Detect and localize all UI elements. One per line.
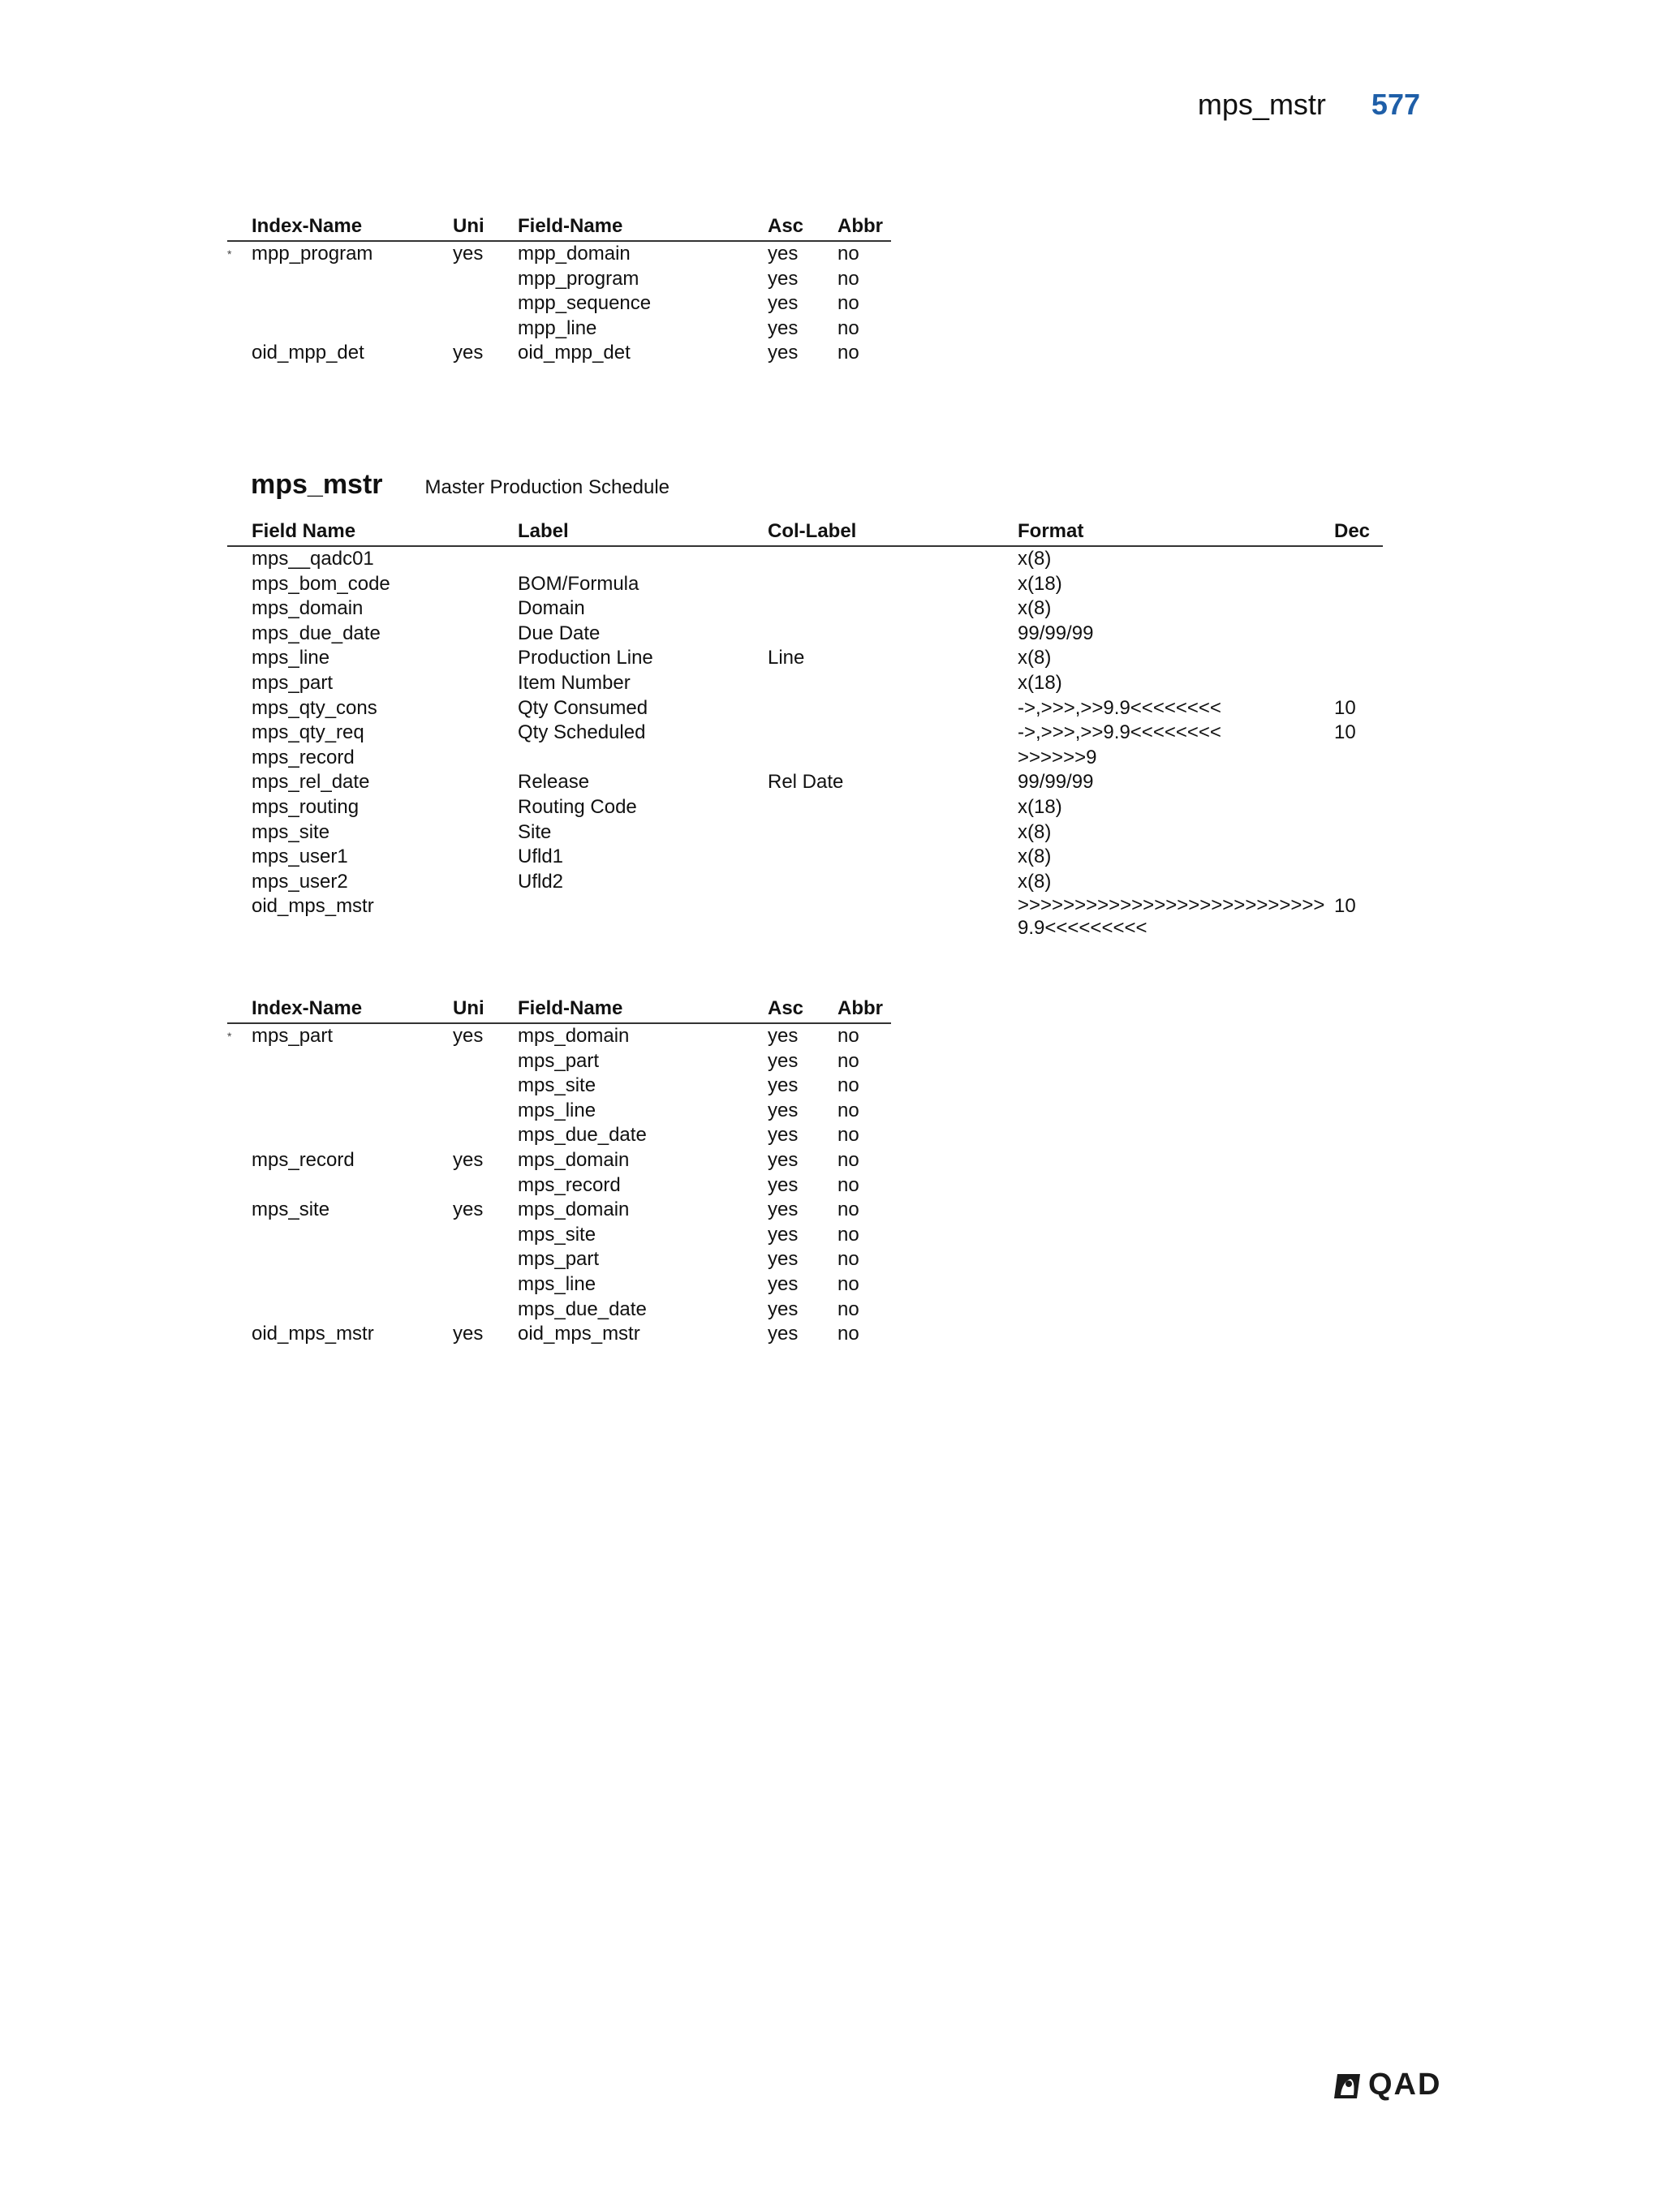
cell-format: >>>>>>9 xyxy=(1018,746,1097,768)
table-row xyxy=(227,1099,891,1124)
cell-field-name: mps_user2 xyxy=(252,870,348,893)
cell-field-label xyxy=(518,746,768,771)
cell-abbreviated: no xyxy=(837,1298,859,1320)
table-row xyxy=(227,870,1383,895)
cell-format: x(18) xyxy=(1018,572,1062,595)
cell-column-label xyxy=(768,546,1018,572)
cell-field-name: mpp_line xyxy=(518,316,597,339)
cell-column-label xyxy=(768,696,1018,721)
cell-column-label xyxy=(768,894,1018,940)
cell-format: 99/99/99 xyxy=(1018,771,1094,794)
cell-index-name: mps_record xyxy=(252,1148,355,1171)
cell-column-label xyxy=(768,572,1018,597)
cell-index-name xyxy=(252,1223,453,1248)
cell-ascending: yes xyxy=(768,292,799,315)
cell-format: ->,>>>,>>9.9<<<<<<<< xyxy=(1018,721,1221,744)
cell-row-mark xyxy=(227,770,252,795)
cell-decimals xyxy=(1334,622,1383,647)
cell-index-name xyxy=(252,1123,453,1148)
cell-index-mark xyxy=(227,1099,252,1124)
cell-field-label xyxy=(518,894,768,940)
cell-field-name: mpp_sequence xyxy=(518,292,652,315)
cell-field-name: mps_qty_req xyxy=(252,721,364,744)
cell-index-name: oid_mps_mstr xyxy=(252,1323,374,1345)
running-head-title: mps_mstr xyxy=(1197,88,1326,121)
index-table-mps xyxy=(227,996,891,1347)
table-row xyxy=(227,316,891,342)
table-row xyxy=(227,291,891,316)
cell-ascending: yes xyxy=(768,267,799,290)
cell-unique xyxy=(453,291,518,316)
cell-column-label xyxy=(768,870,1018,895)
cell-decimals: 10 xyxy=(1334,696,1356,719)
cell-abbreviated: no xyxy=(837,316,859,339)
cell-field-name: oid_mpp_det xyxy=(518,342,631,364)
cell-index-mark xyxy=(227,1123,252,1148)
cell-ascending: yes xyxy=(768,1298,799,1320)
cell-index-mark xyxy=(227,267,252,292)
cell-index-mark: * xyxy=(227,1030,232,1043)
header-col-label: Col-Label xyxy=(768,519,1018,546)
cell-field-name: mps_bom_code xyxy=(252,572,390,595)
table-row xyxy=(227,241,891,267)
cell-decimals xyxy=(1334,870,1383,895)
cell-format: x(8) xyxy=(1018,647,1052,669)
cell-decimals xyxy=(1334,746,1383,771)
header-index-name: Index-Name xyxy=(252,214,453,241)
table-row xyxy=(227,696,1383,721)
field-table-header xyxy=(227,519,1383,546)
cell-row-mark xyxy=(227,894,252,940)
table-row xyxy=(227,596,1383,622)
table-row xyxy=(227,1247,891,1272)
cell-format: x(8) xyxy=(1018,548,1052,570)
cell-abbreviated: no xyxy=(837,1272,859,1295)
table-row xyxy=(227,646,1383,671)
cell-format: 99/99/99 xyxy=(1018,622,1094,644)
cell-field-name: mps_line xyxy=(252,647,330,669)
table-row xyxy=(227,845,1383,870)
cell-abbreviated: no xyxy=(837,1148,859,1171)
cell-ascending: yes xyxy=(768,342,799,364)
cell-field-name: mps_qty_cons xyxy=(252,696,377,719)
table-row xyxy=(227,1223,891,1248)
cell-index-mark xyxy=(227,291,252,316)
cell-row-mark xyxy=(227,596,252,622)
cell-column-label xyxy=(768,820,1018,846)
cell-abbreviated: no xyxy=(837,267,859,290)
cell-index-mark xyxy=(227,1074,252,1099)
header-format: Format xyxy=(1018,519,1334,546)
cell-row-mark xyxy=(227,820,252,846)
cell-column-label xyxy=(768,795,1018,820)
cell-field-name: mps__qadc01 xyxy=(252,548,374,570)
cell-row-mark xyxy=(227,671,252,696)
cell-unique xyxy=(453,1298,518,1323)
header-asc: Asc xyxy=(768,996,837,1023)
cell-abbreviated: no xyxy=(837,1323,859,1345)
cell-field-label: Qty Scheduled xyxy=(518,721,646,744)
cell-unique xyxy=(453,1123,518,1148)
table-row xyxy=(227,746,1383,771)
cell-index-name xyxy=(252,1049,453,1074)
cell-index-mark xyxy=(227,1247,252,1272)
cell-index-mark xyxy=(227,316,252,342)
cell-abbreviated: no xyxy=(837,1199,859,1221)
cell-format: x(8) xyxy=(1018,870,1052,893)
table-row xyxy=(227,1123,891,1148)
table-row xyxy=(227,1023,891,1049)
cell-index-mark xyxy=(227,1148,252,1173)
cell-field-name: mps_site xyxy=(518,1074,596,1097)
cell-field-label: Routing Code xyxy=(518,795,637,818)
cell-field-label: Domain xyxy=(518,597,585,620)
header-uni: Uni xyxy=(453,996,518,1023)
cell-field-name: mps_rel_date xyxy=(252,771,370,794)
table-row xyxy=(227,795,1383,820)
cell-format: x(8) xyxy=(1018,820,1052,843)
cell-ascending: yes xyxy=(768,1148,799,1171)
cell-row-mark xyxy=(227,646,252,671)
cell-field-name: mps_routing xyxy=(252,795,360,818)
cell-ascending: yes xyxy=(768,1025,799,1047)
cell-index-name xyxy=(252,267,453,292)
header-abbr: Abbr xyxy=(837,996,891,1023)
field-table xyxy=(227,519,1383,940)
cell-index-name xyxy=(252,291,453,316)
cell-ascending: yes xyxy=(768,1173,799,1196)
cell-field-name: mps_due_date xyxy=(518,1298,647,1320)
cell-column-label xyxy=(768,845,1018,870)
cell-row-mark xyxy=(227,546,252,572)
cell-index-name xyxy=(252,1247,453,1272)
cell-field-name: mps_site xyxy=(518,1223,596,1246)
table-row xyxy=(227,1049,891,1074)
cell-format: ->,>>>,>>9.9<<<<<<<< xyxy=(1018,696,1221,719)
header-asc: Asc xyxy=(768,214,837,241)
cell-unique: yes xyxy=(453,243,484,265)
cell-field-name: mps_record xyxy=(518,1173,621,1196)
cell-field-name: mps_part xyxy=(518,1049,600,1072)
cell-column-label xyxy=(768,721,1018,746)
cell-index-name xyxy=(252,1298,453,1323)
cell-field-name: mps_domain xyxy=(518,1199,630,1221)
cell-abbreviated: no xyxy=(837,1223,859,1246)
qad-logo-text: QAD xyxy=(1368,2068,1442,2102)
table-row xyxy=(227,671,1383,696)
cell-format: x(18) xyxy=(1018,795,1062,818)
cell-index-mark xyxy=(227,1298,252,1323)
header-abbr: Abbr xyxy=(837,214,891,241)
cell-index-name: mpp_program xyxy=(252,243,373,265)
cell-abbreviated: no xyxy=(837,342,859,364)
cell-index-mark xyxy=(227,1049,252,1074)
cell-ascending: yes xyxy=(768,1223,799,1246)
cell-decimals: 10 xyxy=(1334,895,1356,918)
cell-row-mark xyxy=(227,622,252,647)
cell-decimals xyxy=(1334,546,1383,572)
cell-format: x(18) xyxy=(1018,671,1062,694)
cell-decimals xyxy=(1334,596,1383,622)
cell-ascending: yes xyxy=(768,1099,799,1121)
cell-unique xyxy=(453,316,518,342)
header-field-name: Field Name xyxy=(252,519,518,546)
header-field-name: Field-Name xyxy=(518,996,768,1023)
cell-abbreviated: no xyxy=(837,1124,859,1147)
cell-index-name: mps_site xyxy=(252,1199,330,1221)
cell-field-name: oid_mps_mstr xyxy=(252,895,374,918)
cell-abbreviated: no xyxy=(837,1173,859,1196)
cell-decimals xyxy=(1334,845,1383,870)
cell-column-label xyxy=(768,671,1018,696)
cell-decimals xyxy=(1334,770,1383,795)
cell-index-name xyxy=(252,1074,453,1099)
cell-field-name: mps_domain xyxy=(252,597,364,620)
header-mark xyxy=(227,214,252,241)
cell-field-label: Site xyxy=(518,820,552,843)
cell-field-label: Ufld1 xyxy=(518,846,564,868)
cell-decimals xyxy=(1334,795,1383,820)
table-row xyxy=(227,1173,891,1199)
cell-format: x(8) xyxy=(1018,846,1052,868)
table-row xyxy=(227,572,1383,597)
cell-abbreviated: no xyxy=(837,292,859,315)
cell-unique xyxy=(453,1272,518,1298)
table-row xyxy=(227,1272,891,1298)
cell-column-label: Line xyxy=(768,647,805,669)
cell-ascending: yes xyxy=(768,1074,799,1097)
header-field-name: Field-Name xyxy=(518,214,768,241)
cell-unique: yes xyxy=(453,1323,484,1345)
cell-field-name: mps_line xyxy=(518,1272,596,1295)
cell-field-name: mps_part xyxy=(252,671,334,694)
table-row xyxy=(227,622,1383,647)
cell-column-label: Rel Date xyxy=(768,771,844,794)
cell-decimals xyxy=(1334,646,1383,671)
cell-field-label: Production Line xyxy=(518,647,653,669)
cell-unique: yes xyxy=(453,1199,484,1221)
cell-index-mark xyxy=(227,1272,252,1298)
cell-field-name: mpp_program xyxy=(518,267,639,290)
cell-decimals xyxy=(1334,820,1383,846)
qad-logo-icon xyxy=(1331,2071,1363,2100)
table-row xyxy=(227,1148,891,1173)
cell-unique xyxy=(453,1173,518,1199)
cell-field-name: mps_due_date xyxy=(252,622,381,644)
cell-index-mark xyxy=(227,1322,252,1347)
cell-row-mark xyxy=(227,721,252,746)
index-table-header xyxy=(227,214,891,241)
cell-index-name xyxy=(252,1272,453,1298)
cell-index-mark xyxy=(227,341,252,366)
table-row xyxy=(227,1322,891,1347)
cell-field-name: mps_part xyxy=(518,1248,600,1271)
table-row xyxy=(227,1198,891,1223)
cell-abbreviated: no xyxy=(837,1025,859,1047)
cell-decimals xyxy=(1334,671,1383,696)
cell-field-name: mps_user1 xyxy=(252,846,348,868)
table-row xyxy=(227,721,1383,746)
cell-unique xyxy=(453,1223,518,1248)
index-table-header xyxy=(227,996,891,1023)
cell-abbreviated: no xyxy=(837,1248,859,1271)
cell-index-mark xyxy=(227,1223,252,1248)
cell-field-label: Release xyxy=(518,771,590,794)
table-name: mps_mstr xyxy=(251,469,383,500)
header-dec: Dec xyxy=(1334,519,1383,546)
table-row xyxy=(227,1074,891,1099)
cell-ascending: yes xyxy=(768,316,799,339)
table-heading xyxy=(251,469,670,501)
header-index-name: Index-Name xyxy=(252,996,453,1023)
table-row xyxy=(227,341,891,366)
cell-field-label: Due Date xyxy=(518,622,601,644)
cell-row-mark xyxy=(227,746,252,771)
cell-unique xyxy=(453,1049,518,1074)
cell-row-mark xyxy=(227,696,252,721)
table-row xyxy=(227,267,891,292)
cell-unique xyxy=(453,1099,518,1124)
cell-field-label: Item Number xyxy=(518,671,631,694)
cell-unique: yes xyxy=(453,1025,484,1047)
cell-ascending: yes xyxy=(768,1049,799,1072)
cell-field-label: BOM/Formula xyxy=(518,572,639,595)
table-row xyxy=(227,770,1383,795)
cell-ascending: yes xyxy=(768,1323,799,1345)
cell-row-mark xyxy=(227,572,252,597)
cell-field-name: mps_domain xyxy=(518,1148,630,1171)
running-head xyxy=(1198,88,1420,130)
table-row xyxy=(227,1298,891,1323)
table-row xyxy=(227,894,1383,940)
cell-unique: yes xyxy=(453,1148,484,1171)
cell-unique xyxy=(453,267,518,292)
cell-index-mark xyxy=(227,1198,252,1223)
cell-ascending: yes xyxy=(768,1124,799,1147)
cell-ascending: yes xyxy=(768,1199,799,1221)
cell-format: x(8) xyxy=(1018,597,1052,620)
cell-row-mark xyxy=(227,845,252,870)
cell-column-label xyxy=(768,622,1018,647)
header-label: Label xyxy=(518,519,768,546)
index-table-mpp xyxy=(227,214,891,366)
qad-logo xyxy=(1331,2068,1441,2102)
header-mark xyxy=(227,519,252,546)
cell-abbreviated: no xyxy=(837,1074,859,1097)
header-uni: Uni xyxy=(453,214,518,241)
cell-field-name: mps_record xyxy=(252,746,355,768)
cell-field-label: Qty Consumed xyxy=(518,696,648,719)
cell-format: >>>>>>>>>>>>>>>>>>>>>>>>>>>9.9<<<<<<<<< xyxy=(1018,894,1325,940)
cell-abbreviated: no xyxy=(837,243,859,265)
cell-unique: yes xyxy=(453,342,484,364)
cell-column-label xyxy=(768,596,1018,622)
cell-field-label xyxy=(518,546,768,572)
cell-column-label xyxy=(768,746,1018,771)
cell-index-name: mps_part xyxy=(252,1025,334,1047)
cell-ascending: yes xyxy=(768,1272,799,1295)
table-row xyxy=(227,820,1383,846)
cell-ascending: yes xyxy=(768,243,799,265)
cell-field-label: Ufld2 xyxy=(518,870,564,893)
cell-field-name: mps_due_date xyxy=(518,1124,647,1147)
cell-index-mark: * xyxy=(227,247,232,260)
page-number: 577 xyxy=(1371,88,1420,121)
cell-decimals: 10 xyxy=(1334,721,1356,744)
cell-row-mark xyxy=(227,795,252,820)
cell-field-name: mpp_domain xyxy=(518,243,631,265)
cell-field-name: mps_site xyxy=(252,820,330,843)
cell-unique xyxy=(453,1247,518,1272)
header-mark xyxy=(227,996,252,1023)
cell-unique xyxy=(453,1074,518,1099)
cell-field-name: oid_mps_mstr xyxy=(518,1323,640,1345)
cell-index-name: oid_mpp_det xyxy=(252,342,364,364)
cell-field-name: mps_domain xyxy=(518,1025,630,1047)
cell-abbreviated: no xyxy=(837,1099,859,1121)
cell-index-mark xyxy=(227,1173,252,1199)
cell-decimals xyxy=(1334,572,1383,597)
cell-index-name xyxy=(252,1099,453,1124)
cell-field-name: mps_line xyxy=(518,1099,596,1121)
cell-index-name xyxy=(252,1173,453,1199)
table-description: Master Production Schedule xyxy=(424,476,670,498)
cell-ascending: yes xyxy=(768,1248,799,1271)
table-row xyxy=(227,546,1383,572)
cell-row-mark xyxy=(227,870,252,895)
cell-abbreviated: no xyxy=(837,1049,859,1072)
cell-index-name xyxy=(252,316,453,342)
